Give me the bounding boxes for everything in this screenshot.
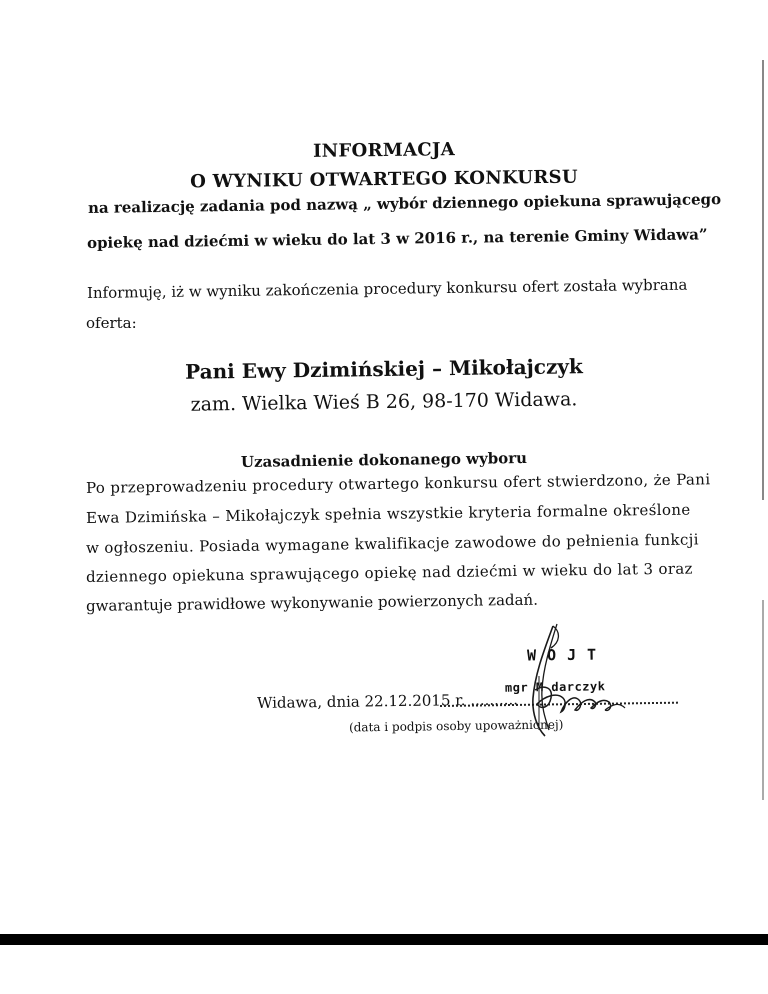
- scan-edge-line-lower: [762, 600, 764, 800]
- document-subtitle: O WYNIKU OTWARTEGO KONKURSU: [189, 166, 579, 193]
- justification-line: gwarantuje prawidłowe wykonywanie powierzonych zadań.: [85, 590, 539, 615]
- justification-line: Po przeprowadzeniu procedury otwartego konkursu ofert stwierdzono, że Pani: [85, 470, 711, 497]
- subject-line-2: opiekę nad dziećmi w wieku do lat 3 w 2016 r., na terenie Gminy Widawa”: [86, 225, 708, 252]
- subject-line-1: na realizację zadania pod nazwą „ wybór dziennego opiekuna sprawującego: [87, 190, 722, 217]
- justification-line: Ewa Dzimińska – Mikołajczyk spełnia wszystkie kryteria formalne określone: [85, 500, 691, 527]
- winner-address: zam. Wielka Wieś B 26, 98-170 Widawa.: [190, 388, 578, 416]
- justification-line: w ogłoszeniu. Posiada wymagane kwalifikacje zawodowe do pełnienia funkcji: [85, 530, 699, 557]
- winner-name: Pani Ewy Dzimińskiej – Mikołajczyk: [185, 354, 583, 384]
- justification-line: dziennego opiekuna sprawującego opiekę nad dziećmi w wieku do lat 3 oraz: [85, 559, 693, 586]
- scan-bottom-bar: [0, 934, 768, 945]
- document-title: INFORMACJA: [312, 139, 456, 162]
- handwritten-signature: [505, 618, 645, 743]
- date-line: Widawa, dnia 22.12.2015 r. ..........: [256, 690, 519, 712]
- scan-edge-line: [762, 60, 764, 500]
- intro-line-2: oferta:: [86, 314, 137, 332]
- stamp-name: mgr M darczyk: [504, 679, 606, 695]
- intro-line-1: Informuję, iż w wyniku zakończenia procedury konkursu ofert została wybrana: [86, 275, 688, 302]
- stamp-title: WÓJT: [526, 645, 608, 665]
- justification-heading: Uzasadnienie dokonanego wyboru: [240, 449, 528, 471]
- signature-caption: (data i podpis osoby upoważnionej): [348, 717, 564, 735]
